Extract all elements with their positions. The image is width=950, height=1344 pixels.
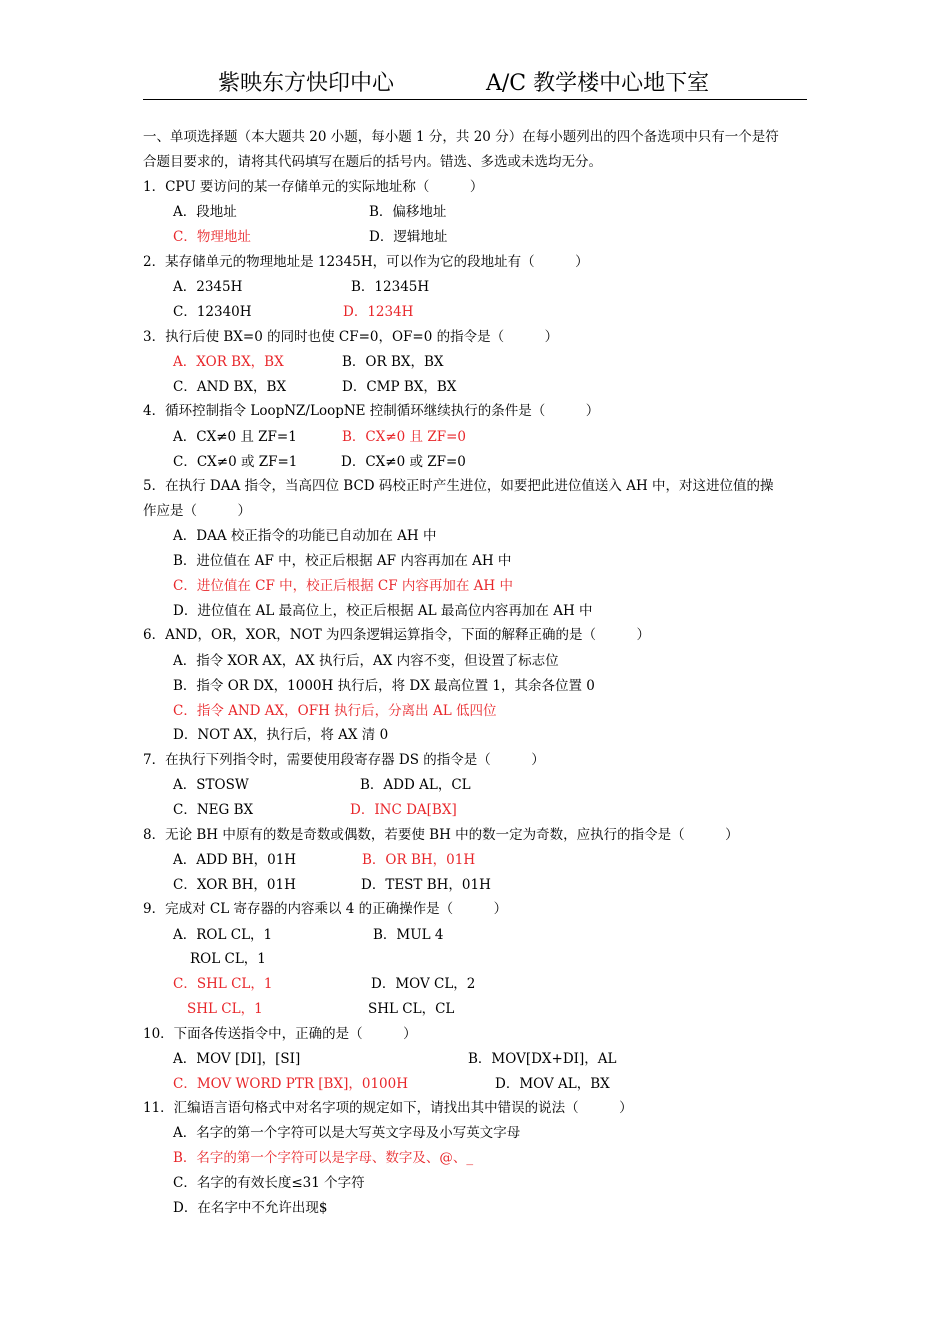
intro-line-2: 合题目要求的，请将其代码填写在题后的括号内。错选、多选或未选均无分。	[143, 154, 602, 170]
option-c-answer: C．物理地址	[173, 229, 251, 245]
page-header	[143, 70, 807, 100]
option-c-answer: C．进位值在 CF 中，校正后根据 CF 内容再加在 AH 中	[173, 578, 513, 594]
option-a: A．名字的第一个字符可以是大写英文字母及小写英文字母	[173, 1125, 521, 1141]
option-b: B．进位值在 AF 中，校正后根据 AF 内容再加在 AH 中	[173, 553, 512, 569]
option-b: B．指令 OR DX，1000H 执行后，将 DX 最高位置 1，其余各位置 0	[173, 678, 595, 694]
option-b-answer: B．名字的第一个字符可以是字母、数字及、@、_	[173, 1150, 474, 1166]
question-stem: 2．某存储单元的物理地址是 12345H，可以作为它的段地址有（ ）	[143, 254, 589, 270]
option-b: B．ADD AL，CL	[360, 777, 471, 793]
header-right-title: A/C 教学楼中心地下室	[486, 71, 710, 96]
option-d: D．NOT AX，执行后，将 AX 清 0	[173, 727, 389, 743]
option-c: C．XOR BH，01H	[173, 877, 296, 893]
option-b-answer: B．OR BH，01H	[362, 852, 476, 868]
option-d: D．CMP BX，BX	[342, 379, 457, 395]
question-stem: 4．循环控制指令 LoopNZ/LoopNE 控制循环继续执行的条件是（ ）	[143, 403, 600, 419]
question-stem: 7．在执行下列指令时，需要使用段寄存器 DS 的指令是（ ）	[143, 752, 545, 768]
option-a-line-2: ROL CL，1	[190, 951, 266, 967]
option-c: C．12340H	[173, 304, 252, 320]
option-a: A．2345H	[173, 279, 243, 295]
question-stem-cont: 作应是（ ）	[143, 503, 251, 519]
question-stem: 10．下面各传送指令中，正确的是（ ）	[143, 1026, 417, 1042]
option-c-answer: C．MOV WORD PTR [BX]，0100H	[173, 1076, 408, 1092]
option-b: B．MUL 4	[373, 927, 444, 943]
option-c-answer-line-2: SHL CL，1	[187, 1001, 263, 1017]
question-stem: 6．AND，OR，XOR，NOT 为四条逻辑运算指令，下面的解释正确的是（ ）	[143, 627, 650, 643]
header-left-title: 紫映东方快印中心	[218, 71, 395, 96]
question-stem: 9．完成对 CL 寄存器的内容乘以 4 的正确操作是（ ）	[143, 901, 508, 917]
option-d: D．TEST BH，01H	[361, 877, 491, 893]
option-b: B．12345H	[351, 279, 430, 295]
option-c-answer: C．SHL CL，1	[173, 976, 273, 992]
question-stem: 11．汇编语言语句格式中对名字项的规定如下，请找出其中错误的说法（ ）	[143, 1100, 633, 1116]
option-b: B．OR BX，BX	[342, 354, 444, 370]
option-a: A．DAA 校正指令的功能已自动加在 AH 中	[173, 528, 437, 544]
option-a: A．MOV [DI]，[SI]	[173, 1051, 301, 1067]
option-a-answer: A．XOR BX，BX	[173, 354, 284, 370]
option-a: A．CX≠0 且 ZF=1	[173, 429, 297, 445]
option-c-answer: C．指令 AND AX，OFH 执行后，分离出 AL 低四位	[173, 703, 497, 719]
option-a: A．ROL CL，1	[173, 927, 273, 943]
option-d: D．在名字中不允许出现$	[173, 1200, 328, 1216]
option-d-answer: D．1234H	[343, 304, 414, 320]
option-d-line-2: SHL CL，CL	[368, 1001, 455, 1017]
option-a: A．指令 XOR AX，AX 执行后，AX 内容不变，但设置了标志位	[173, 653, 559, 669]
option-b: B．偏移地址	[369, 204, 447, 220]
option-d: D．MOV CL，2	[371, 976, 476, 992]
question-stem: 3．执行后使 BX=0 的同时也使 CF=0，OF=0 的指令是（ ）	[143, 329, 559, 345]
option-b-answer: B．CX≠0 且 ZF=0	[342, 429, 466, 445]
option-b: B．MOV[DX+DI]，AL	[468, 1051, 617, 1067]
option-d: D．逻辑地址	[369, 229, 448, 245]
option-a: A．ADD BH，01H	[173, 852, 297, 868]
option-a: A．STOSW	[173, 777, 249, 793]
option-d: D．进位值在 AL 最高位上，校正后根据 AL 最高位内容再加在 AH 中	[173, 603, 593, 619]
question-stem: 5．在执行 DAA 指令，当高四位 BCD 码校正时产生进位，如要把此进位值送入 AH 中，对这进位值的操	[143, 478, 774, 494]
option-d-answer: D．INC DA[BX]	[350, 802, 457, 818]
option-c: C．CX≠0 或 ZF=1	[173, 454, 298, 470]
option-d: D．CX≠0 或 ZF=0	[341, 454, 466, 470]
option-c: C．NEG BX	[173, 802, 254, 818]
question-stem: 1．CPU 要访问的某一存储单元的实际地址称（ ）	[143, 179, 484, 195]
intro-line-1: 一、单项选择题（本大题共 20 小题，每小题 1 分，共 20 分）在每小题列出的四个备选项中只有一个是符	[143, 129, 779, 145]
option-c: C．名字的有效长度≤31 个字符	[173, 1175, 365, 1191]
option-d: D．MOV AL，BX	[495, 1076, 610, 1092]
option-a: A．段地址	[173, 204, 237, 220]
option-c: C．AND BX，BX	[173, 379, 287, 395]
question-stem: 8．无论 BH 中原有的数是奇数或偶数，若要使 BH 中的数一定为奇数，应执行的指令是（ ）	[143, 827, 739, 843]
